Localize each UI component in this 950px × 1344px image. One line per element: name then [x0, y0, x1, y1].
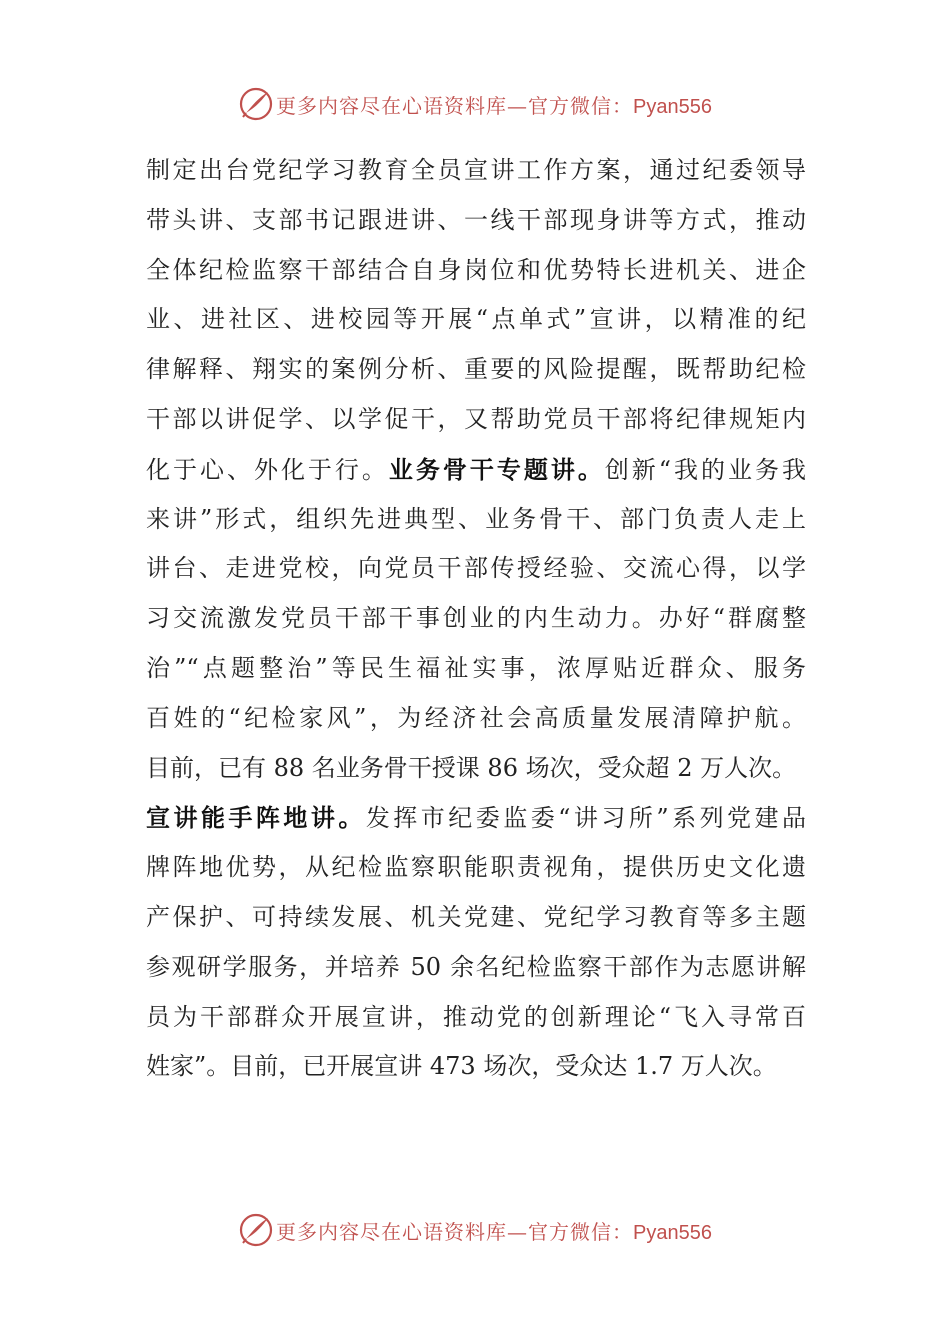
text-segment: 习交流激发党员干部干事创业的内生动力。办好“群腐整: [146, 604, 806, 633]
text-segment: 发挥市纪委监委“讲习所”系列党建品: [365, 804, 807, 833]
text-line: [146, 196, 806, 246]
text-line: [146, 544, 806, 594]
text-line: [146, 594, 806, 644]
bold-heading: 宣讲能手阵地讲。: [146, 803, 366, 833]
text-line: [146, 395, 806, 445]
bold-heading: 业务骨干专题讲。: [388, 454, 605, 484]
text-segment: 来讲”形式，组织先进典型、业务骨干、部门负责人走上: [146, 504, 806, 533]
text-segment: 带头讲、支部书记跟进讲、一线干部现身讲等方式，推动: [146, 205, 806, 234]
text-segment: 创新“我的业务我: [604, 455, 806, 484]
text-segment: 员为干部群众开展宣讲，推动党的创新理论“飞入寻常百: [146, 1002, 806, 1031]
text-segment: 治”“点题整治”等民生福祉实事，浓厚贴近群众、服务: [146, 653, 806, 682]
article-body: [146, 146, 806, 1092]
text-segment: 产保护、可持续发展、机关党建、党纪学习教育等多主题: [146, 902, 806, 931]
header-banner-cn: 更多内容尽在心语资料库—官方微信：: [276, 93, 634, 118]
text-line: [146, 146, 806, 196]
text-line: [146, 295, 806, 345]
text-line: [146, 445, 806, 495]
text-segment: 讲台、走进党校，向党员干部传授经验、交流心得，以学: [146, 554, 806, 583]
text-line: [146, 943, 806, 993]
footer-banner-cn: 更多内容尽在心语资料库—官方微信：: [276, 1219, 634, 1244]
text-segment: 化于心、外化于行。: [146, 455, 389, 484]
footer-banner-text: [276, 1216, 712, 1245]
text-segment: 全体纪检监察干部结合自身岗位和优势特长进机关、进企: [146, 255, 806, 284]
text-segment: 制定出台党纪学习教育全员宣讲工作方案，通过纪委领导: [146, 156, 806, 184]
text-line: [146, 644, 806, 694]
quill-pen-logo-icon: [238, 86, 274, 122]
text-line: [146, 793, 806, 843]
text-line: [146, 1042, 806, 1092]
text-line: [146, 495, 806, 545]
text-line: [146, 744, 806, 794]
header-banner-wechat-id: Pyan556: [633, 95, 712, 118]
footer-banner: [0, 1210, 950, 1250]
text-line: [146, 694, 806, 744]
text-segment: 业、进社区、进校园等开展“点单式”宣讲，以精准的纪: [146, 305, 806, 334]
text-line: [146, 993, 806, 1043]
text-segment: 目前，已有 88 名业务骨干授课 86 场次，受众超 2 万人次。: [146, 753, 797, 782]
text-segment: 姓家”。目前，已开展宣讲 473 场次，受众达 1.7 万人次。: [146, 1052, 777, 1081]
text-line: [146, 843, 806, 893]
text-segment: 律解释、翔实的案例分析、重要的风险提醒，既帮助纪检: [146, 355, 806, 384]
text-segment: 参观研学服务，并培养 50 余名纪检监察干部作为志愿讲解: [146, 952, 806, 981]
text-segment: 牌阵地优势，从纪检监察职能职责视角，提供历史文化遗: [146, 853, 806, 882]
footer-banner-wechat-id: Pyan556: [633, 1221, 712, 1244]
text-line: [146, 345, 806, 395]
text-segment: 百姓的“纪检家风”，为经济社会高质量发展清障护航。: [146, 703, 806, 732]
text-line: [146, 246, 806, 296]
text-line: [146, 893, 806, 943]
text-segment: 干部以讲促学、以学促干，又帮助党员干部将纪律规矩内: [146, 404, 806, 433]
header-banner-text: [276, 90, 712, 119]
header-banner: [0, 84, 950, 124]
quill-pen-logo-icon: [238, 1212, 274, 1248]
